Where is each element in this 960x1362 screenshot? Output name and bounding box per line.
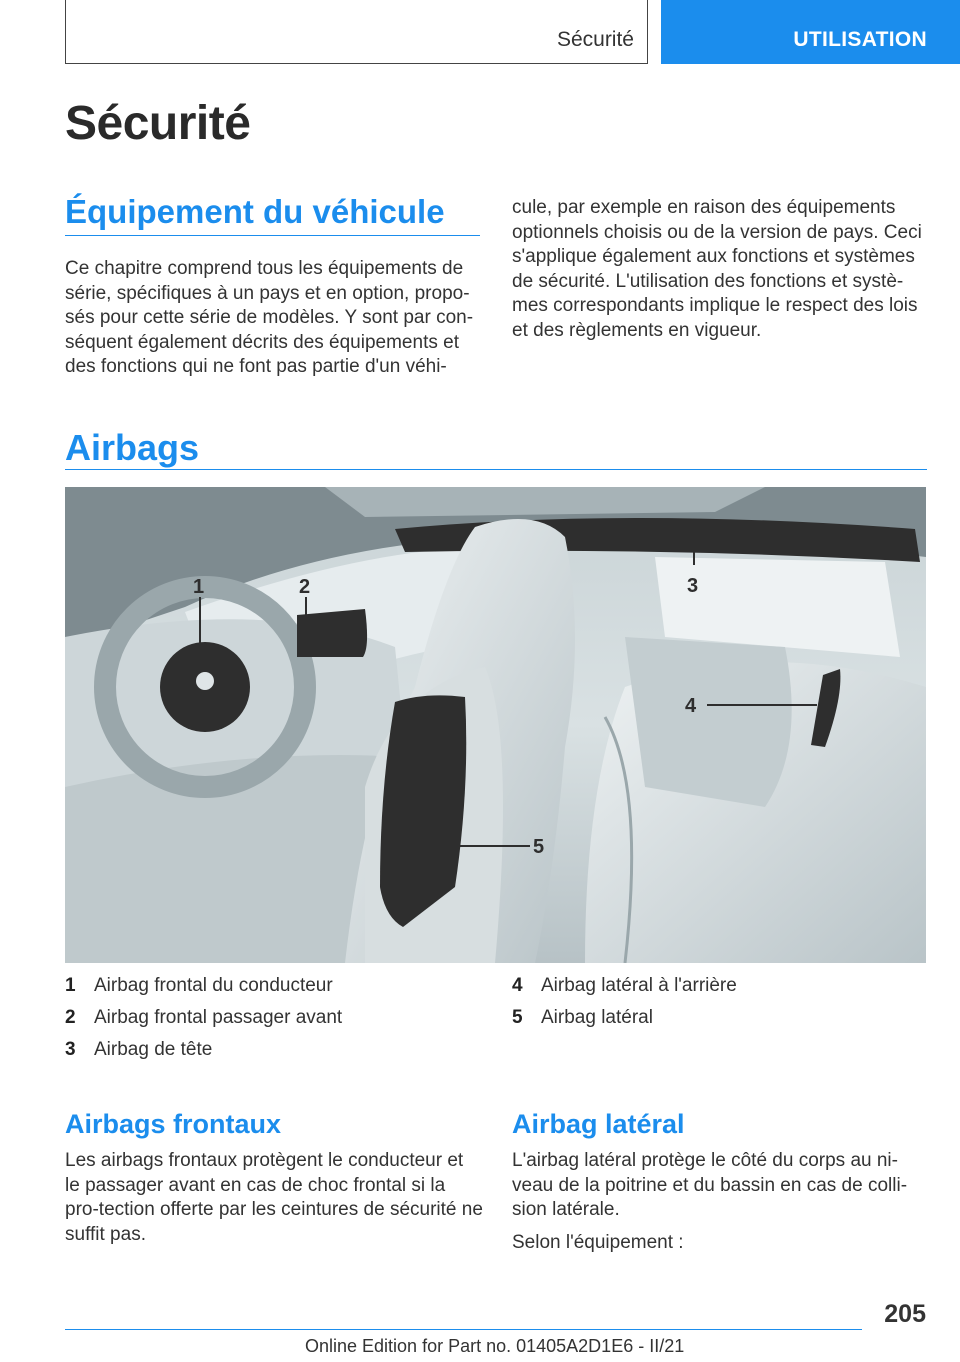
legend-label: Airbag de tête (94, 1039, 213, 1060)
airbags-illustration (65, 487, 926, 963)
section-heading-equipment: Équipement du véhicule (65, 193, 445, 230)
section-rule (65, 469, 927, 470)
callout-2: 2 (299, 576, 311, 598)
legend-label: Airbag latéral à l'arrière (541, 975, 737, 996)
legend-item (512, 975, 737, 1007)
callout-4: 4 (685, 695, 697, 717)
frontal-text: Les airbags frontaux protègent le conducteur et le passager avant en cas de choc frontal si la pro-tection offerte par les ceintures de sécurité ne suffit pas. (65, 1150, 483, 1245)
page-number: 205 (884, 1300, 926, 1328)
legend-number: 4 (512, 975, 523, 996)
header-tab-utilisation[interactable]: UTILISATION (661, 0, 960, 64)
legend-left (65, 975, 342, 1071)
legend-item (512, 1007, 737, 1039)
legend-item (65, 975, 342, 1007)
callout-3: 3 (687, 575, 699, 597)
legend-label: Airbag latéral (541, 1007, 653, 1028)
lateral-text: L'airbag latéral protège le côté du corps au ni-veau de la poitrine et du bassin en cas de colli-sion latérale. (512, 1150, 908, 1221)
legend-number: 5 (512, 1007, 523, 1028)
legend-number: 2 (65, 1007, 76, 1028)
legend-number: 3 (65, 1039, 76, 1060)
heading-airbags-frontaux: Airbags frontaux (65, 1109, 282, 1139)
section-rule (65, 235, 480, 236)
callout-1: 1 (193, 576, 205, 598)
footer-edition: Online Edition for Part no. 01405A2D1E6 - II/21 (305, 1336, 685, 1356)
legend-item (65, 1039, 342, 1071)
section-heading-airbags: Airbags (65, 427, 200, 468)
legend-item (65, 1007, 342, 1039)
legend-right (512, 975, 737, 1039)
lateral-text-equipment: Selon l'équipement : (512, 1232, 684, 1253)
legend-number: 1 (65, 975, 76, 996)
equipment-text-col2: cule, par exemple en raison des équipements optionnels choisis ou de la version de pays. Ceci s'applique également aux fonctions et systèmes de sécurité. L'utilisation des fonctions et systè-mes correspondants implique le respect des lois et des règlements en vigueur. (512, 197, 922, 341)
page-title: Sécurité (65, 97, 251, 150)
equipment-text-col1: Ce chapitre comprend tous les équipements de série, spécifiques à un pays et en option, propo-sés pour cette série de modèles. Y sont par con-séquent également décrits des équipements et des fonctions qui ne font pas partie d'un véhi- (65, 258, 474, 378)
legend-label: Airbag frontal passager avant (94, 1007, 343, 1028)
header-section-title: Sécurité (556, 28, 634, 51)
legend-label: Airbag frontal du conducteur (94, 975, 333, 996)
callout-5: 5 (533, 836, 545, 858)
footer-rule (65, 1329, 862, 1330)
heading-airbag-lateral: Airbag latéral (512, 1109, 685, 1139)
